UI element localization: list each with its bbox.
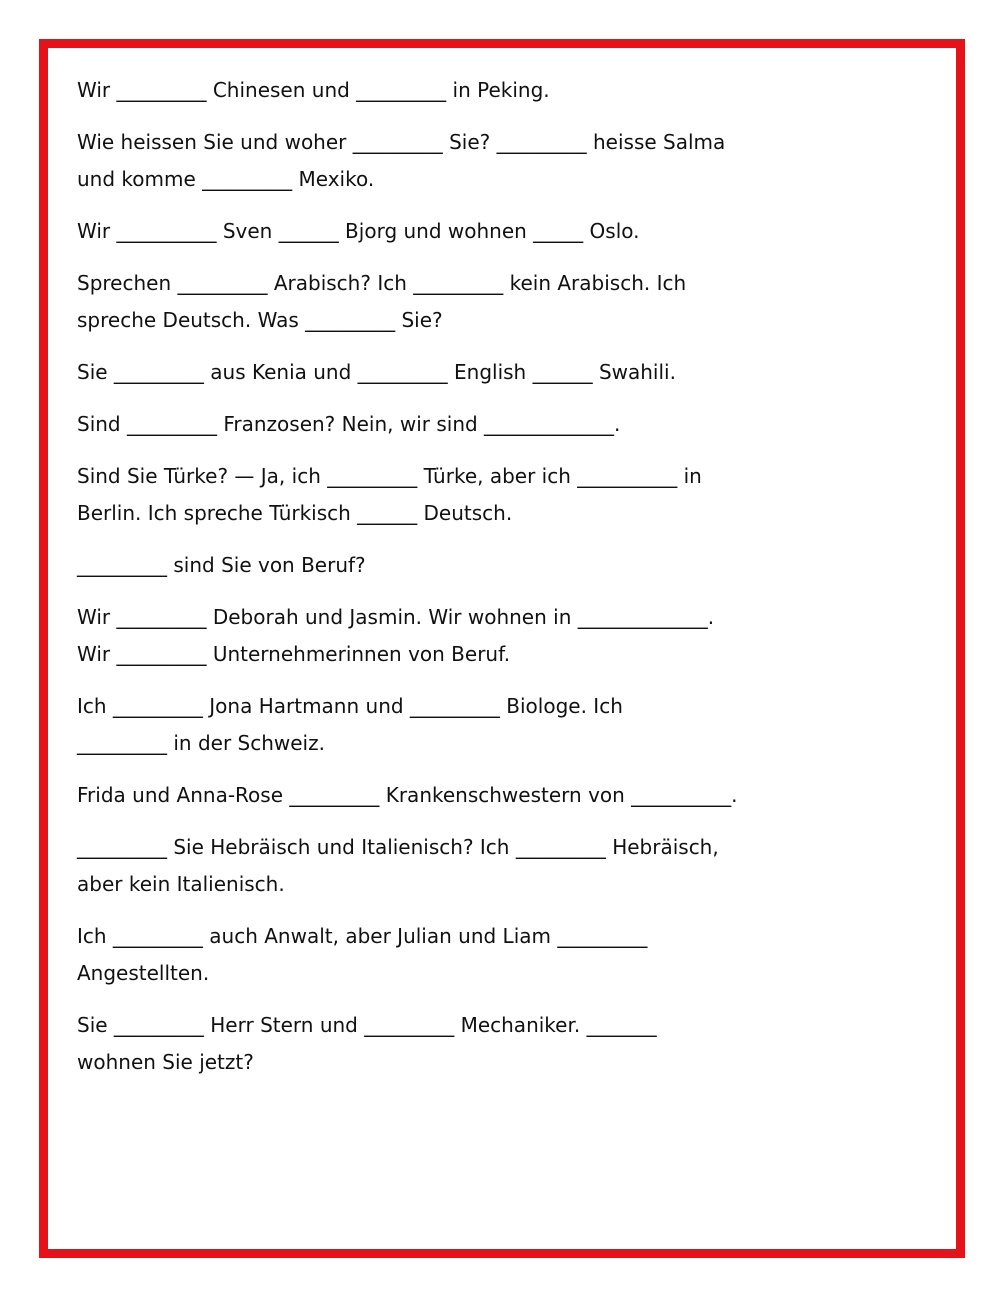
exercise-line: Wir _________ Chinesen und _________ in Peking. [77, 78, 550, 102]
exercise-line: Wie heissen Sie und woher _________ Sie? _________ heisse Salma [77, 130, 726, 154]
exercise-line: Ich _________ Jona Hartmann und _________ Biologe. Ich [77, 694, 623, 718]
exercise-line: Wir __________ Sven ______ Bjorg und wohnen _____ Oslo. [77, 219, 640, 243]
exercise-line: Sind Sie Türke? — Ja, ich _________ Türke, aber ich __________ in [77, 464, 702, 488]
exercise-4 [77, 265, 857, 339]
exercise-7 [77, 458, 857, 532]
exercise-13 [77, 918, 857, 992]
exercise-line: _________ in der Schweiz. [77, 731, 325, 755]
exercise-line: _________ sind Sie von Beruf? [77, 553, 366, 577]
exercise-line: Wir _________ Unternehmerinnen von Beruf. [77, 642, 511, 666]
exercise-9 [77, 599, 857, 673]
exercise-line: spreche Deutsch. Was _________ Sie? [77, 308, 443, 332]
exercise-5 [77, 354, 857, 391]
exercise-line: und komme _________ Mexiko. [77, 167, 375, 191]
exercise-line: Sie _________ aus Kenia und _________ English ______ Swahili. [77, 360, 676, 384]
exercise-line: Sie _________ Herr Stern und _________ Mechaniker. _______ [77, 1013, 657, 1037]
exercise-2 [77, 124, 857, 198]
exercise-14 [77, 1007, 857, 1081]
exercise-11 [77, 777, 857, 814]
exercise-line: Frida und Anna-Rose _________ Krankenschwestern von __________. [77, 783, 738, 807]
exercise-line: wohnen Sie jetzt? [77, 1050, 254, 1074]
exercise-10 [77, 688, 857, 762]
exercise-8 [77, 547, 857, 584]
exercise-line: _________ Sie Hebräisch und Italienisch? Ich _________ Hebräisch, [77, 835, 719, 859]
exercise-line: Berlin. Ich spreche Türkisch ______ Deutsch. [77, 501, 513, 525]
exercise-1 [77, 72, 857, 109]
exercise-line: Sprechen _________ Arabisch? Ich _________ kein Arabisch. Ich [77, 271, 687, 295]
exercise-line: Wir _________ Deborah und Jasmin. Wir wohnen in _____________. [77, 605, 715, 629]
exercise-6 [77, 406, 857, 443]
exercise-line: Angestellten. [77, 961, 210, 985]
exercise-line: Sind _________ Franzosen? Nein, wir sind _____________. [77, 412, 621, 436]
worksheet-exercises [77, 72, 857, 1096]
exercise-3 [77, 213, 857, 250]
exercise-12 [77, 829, 857, 903]
exercise-line: Ich _________ auch Anwalt, aber Julian und Liam _________ [77, 924, 648, 948]
exercise-line: aber kein Italienisch. [77, 872, 285, 896]
